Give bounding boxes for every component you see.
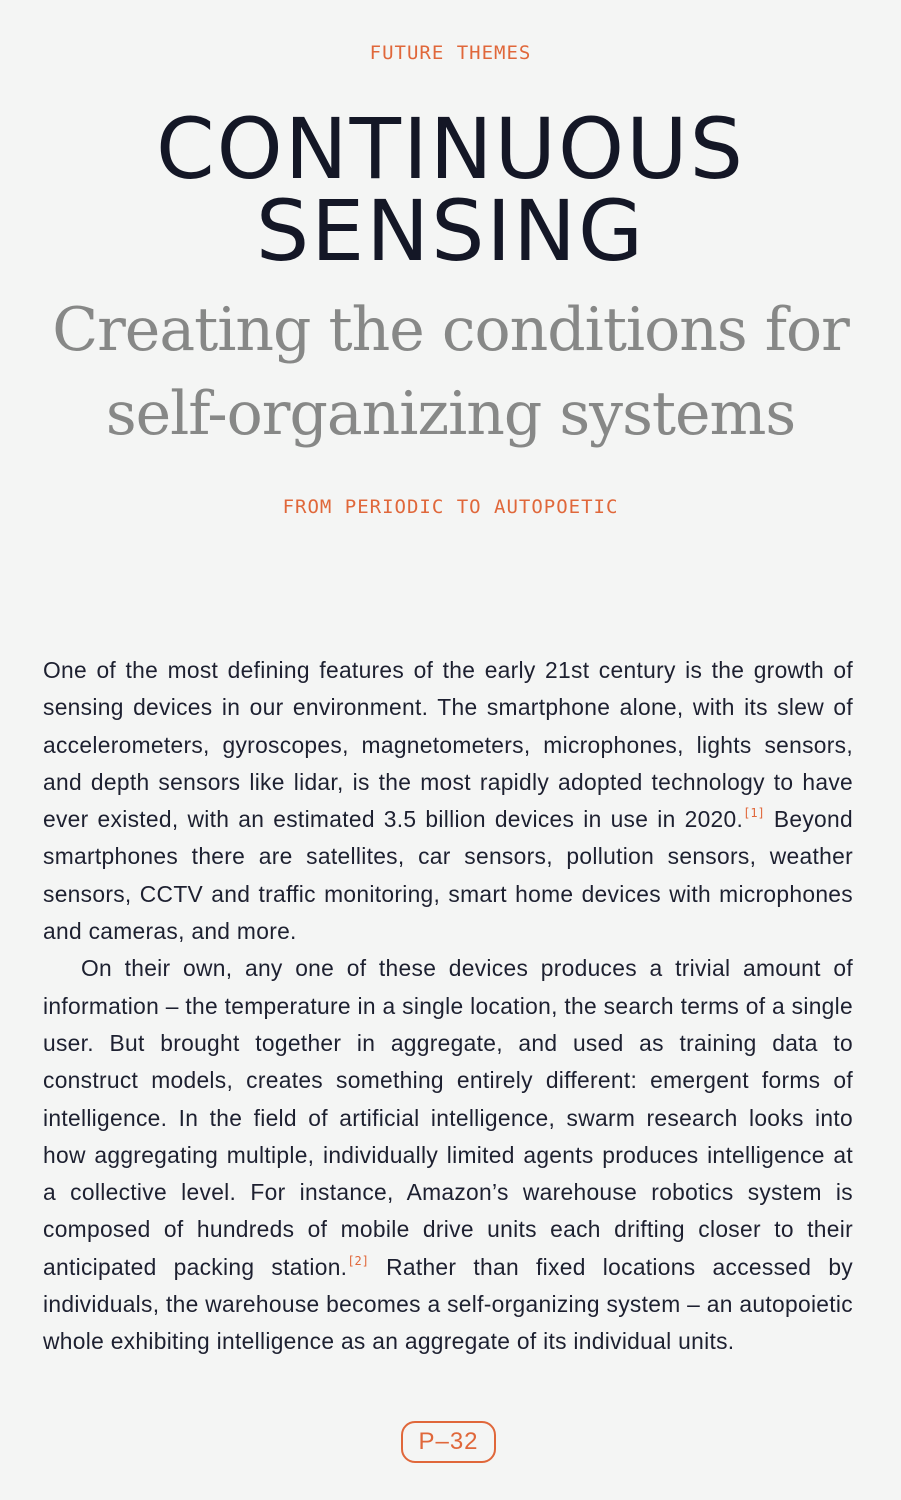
paragraph-2 [43, 950, 853, 1360]
footnote-ref-2[interactable]: [2] [347, 1253, 369, 1268]
page-title-line-1: CONTINUOUS [156, 100, 745, 198]
page-title-line-2: SENSING [255, 182, 646, 280]
section-kicker: FUTURE THEMES [369, 42, 532, 64]
footnote-ref-1[interactable]: [1] [743, 806, 765, 821]
paragraph-2-text-b: Rather than fixed locations accessed by individuals, the warehouse becomes a self-organizing system – an autopoietic whole exhibiting intelligence as an aggregate of its individual units. [43, 1253, 853, 1355]
page-title [0, 100, 901, 280]
paragraph-1-text-b: Beyond smartphones there are satellites, car sensors, pollution sensors, weather sensors, CCTV and traffic monitoring, smart home devices with microphones and cameras, and more. [43, 806, 853, 945]
section-label: FROM PERIODIC TO AUTOPOETIC [282, 496, 619, 518]
paragraph-2-text-a: On their own, any one of these devices produces a trivial amount of information – the temperature in a single location, the search terms of a single user. But brought together in aggregate, and used as training data to construct models, creates something entirely different: emergent forms of intelligence. In the field of artificial intelligence, swarm research looks into how aggregating multiple, individually limited agents produces intelligence at a collective level. For instance, Amazon’s warehouse robotics system is composed of hundreds of mobile drive units each drifting closer to their anticipated packing station. [43, 955, 853, 1280]
page-subtitle-line-1: Creating the conditions for [52, 295, 849, 365]
page-subtitle-line-2: self-organizing systems [105, 379, 796, 449]
paragraph-1 [43, 652, 853, 950]
page-subtitle [0, 288, 901, 456]
paragraph-1-text-a: One of the most defining features of the early 21st century is the growth of sensing devices in our environment. The smartphone alone, with its slew of accelerometers, gyroscopes, magnetometers, microphones, lights sensors, and depth sensors like lidar, is the most rapidly adopted technology to have ever existed, with an estimated 3.5 billion devices in use in 2020. [43, 657, 853, 833]
article-body [43, 652, 853, 1361]
page-number-badge: P–32 [401, 1421, 496, 1463]
